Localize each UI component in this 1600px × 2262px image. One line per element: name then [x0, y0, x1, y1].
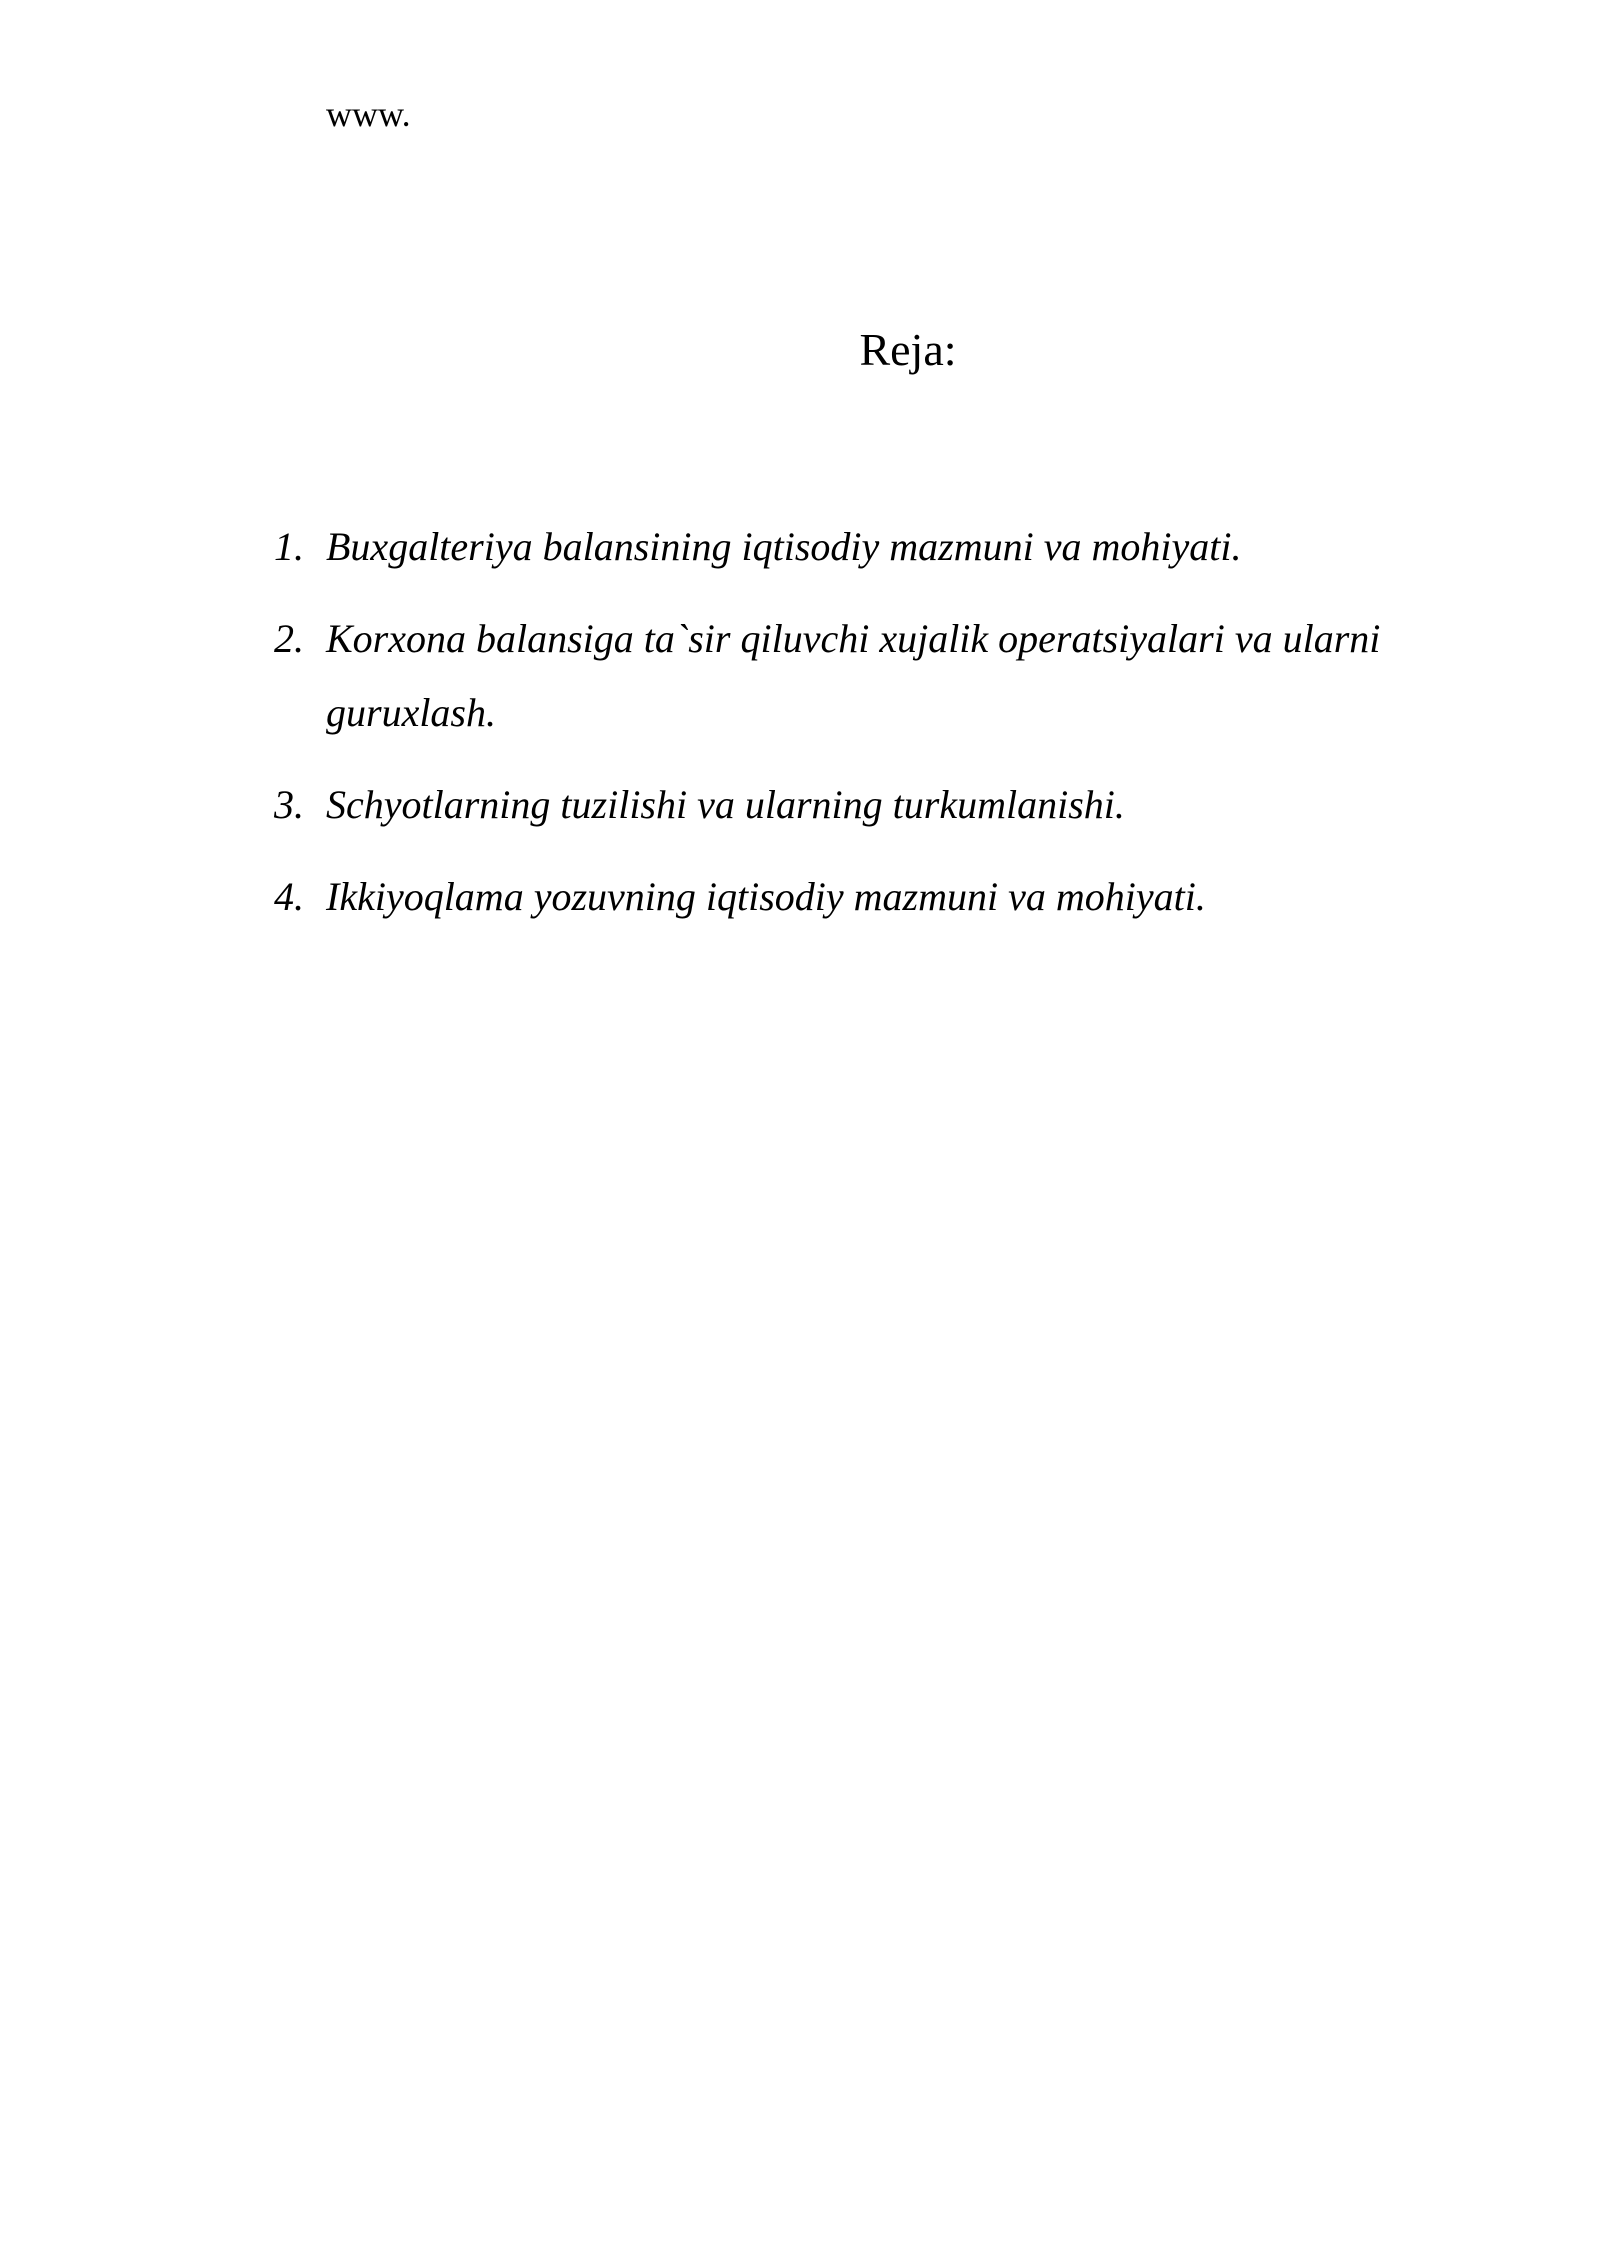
- plan-item-3: [274, 768, 1486, 842]
- plan-list: [274, 510, 1486, 952]
- plan-item-number: 3.: [274, 782, 304, 827]
- plan-item-text: Buxgalteriya balansining iqtisodiy mazmuni va mohiyati.: [326, 524, 1242, 569]
- plan-item-number: 2.: [274, 616, 304, 661]
- plan-item-number: 4.: [274, 874, 304, 919]
- header-url-text: www.: [326, 94, 411, 134]
- plan-item-2: [274, 602, 1486, 750]
- plan-item-text: Schyotlarning tuzilishi va ularning turkumlanishi.: [326, 782, 1125, 827]
- plan-item-text: Korxona balansiga ta`sir qiluvchi xujalik operatsiyalari va ularni guruxlash.: [326, 616, 1381, 735]
- plan-item-number: 1.: [274, 524, 304, 569]
- plan-item-1: [274, 510, 1486, 584]
- plan-item-text: Ikkiyoqlama yozuvning iqtisodiy mazmuni va mohiyati.: [326, 874, 1206, 919]
- plan-title: Reja:: [859, 324, 957, 375]
- plan-item-4: [274, 860, 1486, 934]
